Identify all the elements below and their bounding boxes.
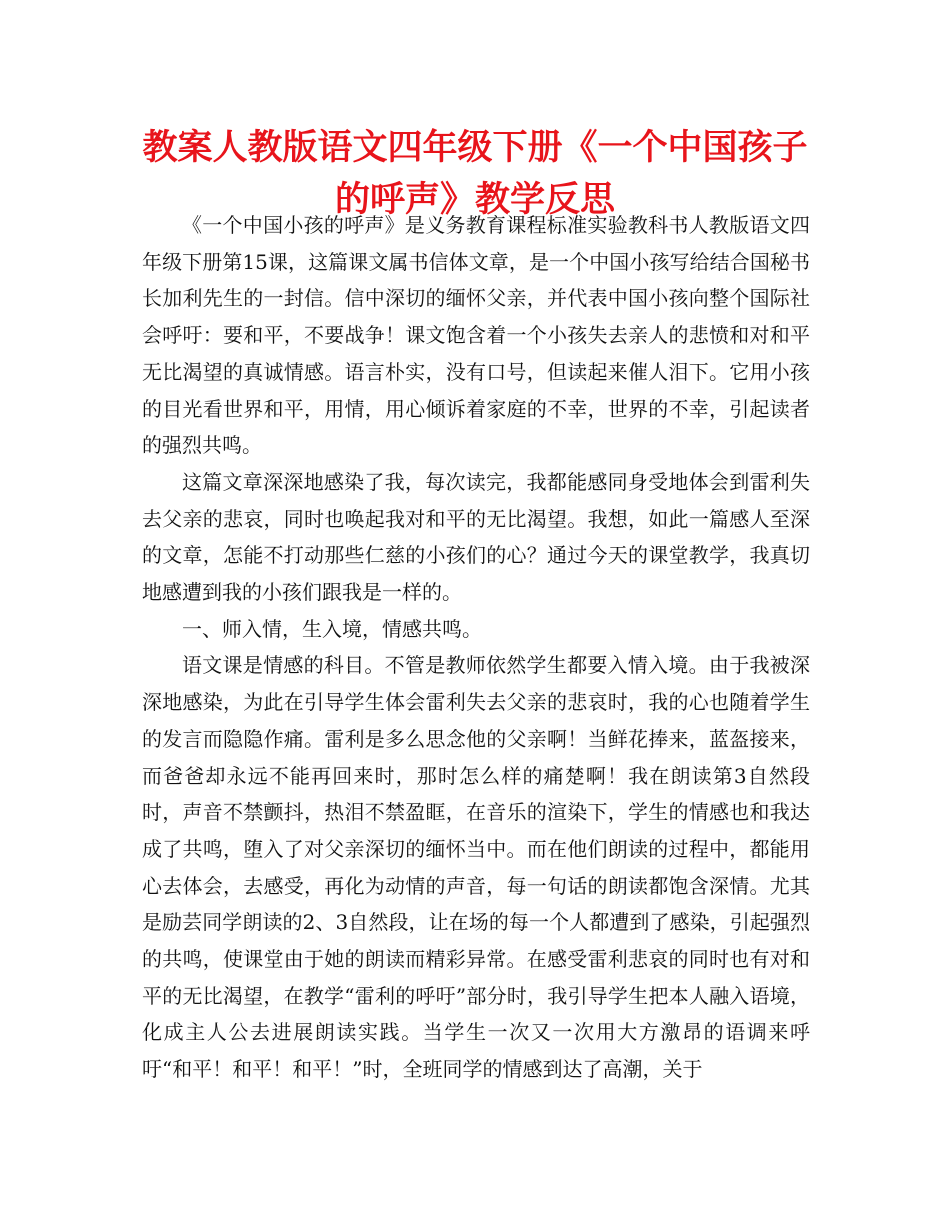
section-heading: 一、师入情，生入境，情感共鸣。 bbox=[182, 616, 482, 641]
paragraph-intro: 《一个中国小孩的呼声》是义务教育课程标准实验教科书人教版语文四年级下册第15课，这篇课文属书信体文章，是一个中国小孩写给结合国秘书长加利先生的一封信。信中深切的缅怀父亲，并代表中国小孩向整个国际社会呼吁：要和平，不要战争！课文饱含着一个小孩失去亲人的悲愤和对和平无比渴望的真诚情感。语言朴实，没有口号，但读起来催人泪下。它用小孩的目光看世界和平，用情，用心倾诉着家庭的不幸，世界的不幸，引起读者的强烈共鸣。 bbox=[142, 213, 810, 458]
document-body bbox=[142, 207, 810, 1088]
paragraph-reflection: 这篇文章深深地感染了我，每次读完，我都能感同身受地体会到雷利失去父亲的悲哀，同时也唤起我对和平的无比渴望。我想，如此一篇感人至深的文章，怎能不打动那些仁慈的小孩们的心？通过今天的课堂教学，我真切地感遭到我的小孩们跟我是一样的。 bbox=[142, 469, 810, 605]
paragraph-section-one: 语文课是情感的科目。不管是教师依然学生都要入情入境。由于我被深深地感染，为此在引导学生体会雷利失去父亲的悲哀时，我的心也随着学生的发言而隐隐作痛。雷利是多么思念他的父亲啊！当鲜花捧来，蓝盔接来，而爸爸却永远不能再回来时，那时怎么样的痛楚啊！我在朗读第3自然段时，声音不禁颤抖，热泪不禁盈眶，在音乐的渲染下，学生的情感也和我达成了共鸣，堕入了对父亲深切的缅怀当中。而在他们朗读的过程中，都能用心去体会，去感受，再化为动情的声音，每一句话的朗读都饱含深情。尤其是励芸同学朗读的2、3自然段，让在场的每一个人都遭到了感染，引起强烈的共鸣，使课堂由于她的朗读而精彩异常。在感受雷利悲哀的同时也有对和平的无比渴望，在教学“雷利的呼吁”部分时，我引导学生把本人融入语境，化成主人公去进展朗读实践。当学生一次又一次用大方激昂的语调来呼吁“和平！和平！和平！”时，全班同学的情感到达了高潮，关于 bbox=[142, 653, 810, 1082]
document-title: 教案人教版语文四年级下册《一个中国孩子的呼声》教学反思 bbox=[142, 128, 808, 220]
